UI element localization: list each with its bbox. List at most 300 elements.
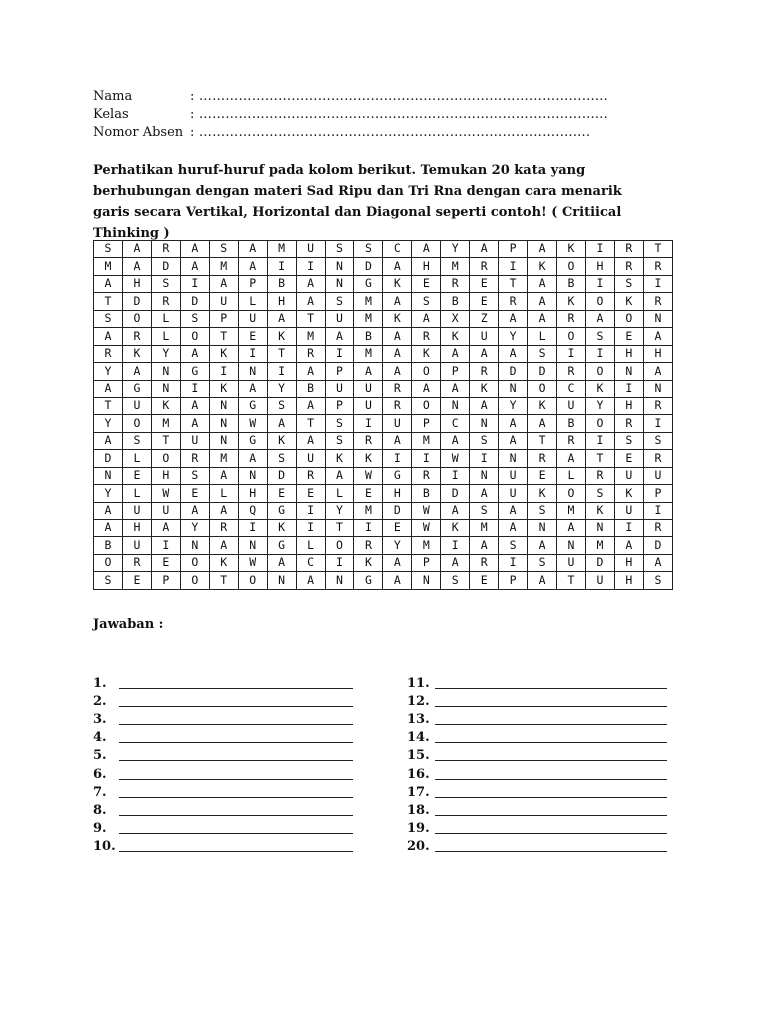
grid-cell[interactable]: D xyxy=(499,363,528,380)
grid-cell[interactable]: A xyxy=(94,502,123,519)
grid-cell[interactable]: P xyxy=(499,572,528,590)
grid-cell[interactable]: K xyxy=(614,293,643,310)
grid-cell[interactable]: A xyxy=(94,275,123,292)
grid-cell[interactable]: A xyxy=(499,345,528,362)
grid-cell[interactable]: A xyxy=(296,432,325,449)
grid-cell[interactable]: R xyxy=(499,293,528,310)
grid-cell[interactable]: U xyxy=(122,502,151,519)
grid-cell[interactable]: M xyxy=(209,258,238,275)
grid-cell[interactable]: S xyxy=(528,554,557,571)
grid-cell[interactable]: R xyxy=(470,363,499,380)
grid-cell[interactable]: A xyxy=(528,572,557,590)
grid-cell[interactable]: H xyxy=(122,520,151,537)
grid-cell[interactable]: A xyxy=(470,485,499,502)
grid-cell[interactable]: P xyxy=(325,397,354,414)
grid-cell[interactable]: I xyxy=(643,415,672,432)
grid-cell[interactable]: Y xyxy=(441,241,470,258)
grid-cell[interactable]: E xyxy=(151,554,180,571)
grid-cell[interactable]: A xyxy=(383,572,412,590)
grid-cell[interactable]: U xyxy=(643,467,672,484)
grid-cell[interactable]: A xyxy=(238,258,267,275)
grid-cell[interactable]: U xyxy=(325,310,354,327)
grid-cell[interactable]: G xyxy=(267,537,296,554)
grid-cell[interactable]: K xyxy=(267,432,296,449)
grid-cell[interactable]: A xyxy=(209,275,238,292)
grid-cell[interactable]: R xyxy=(383,380,412,397)
grid-cell[interactable]: G xyxy=(238,397,267,414)
grid-cell[interactable]: Z xyxy=(470,310,499,327)
grid-cell[interactable]: O xyxy=(412,363,441,380)
grid-cell[interactable]: E xyxy=(267,485,296,502)
grid-cell[interactable]: K xyxy=(354,450,383,467)
grid-cell[interactable]: A xyxy=(557,450,586,467)
grid-cell[interactable]: S xyxy=(122,432,151,449)
grid-cell[interactable]: A xyxy=(441,554,470,571)
grid-cell[interactable]: E xyxy=(354,485,383,502)
grid-cell[interactable]: R xyxy=(151,241,180,258)
grid-cell[interactable]: S xyxy=(267,450,296,467)
grid-cell[interactable]: L xyxy=(238,293,267,310)
grid-cell[interactable]: A xyxy=(441,432,470,449)
grid-cell[interactable]: O xyxy=(238,572,267,590)
grid-cell[interactable]: N xyxy=(528,520,557,537)
grid-cell[interactable]: P xyxy=(412,415,441,432)
grid-cell[interactable]: E xyxy=(470,572,499,590)
grid-cell[interactable]: K xyxy=(412,345,441,362)
grid-cell[interactable]: Y xyxy=(267,380,296,397)
answer-blank-line[interactable] xyxy=(119,676,353,689)
grid-cell[interactable]: S xyxy=(94,572,123,590)
grid-cell[interactable]: D xyxy=(94,450,123,467)
grid-cell[interactable]: U xyxy=(499,485,528,502)
grid-cell[interactable]: T xyxy=(296,310,325,327)
grid-cell[interactable]: I xyxy=(499,258,528,275)
grid-cell[interactable]: T xyxy=(94,293,123,310)
grid-cell[interactable]: I xyxy=(643,502,672,519)
grid-cell[interactable]: A xyxy=(499,520,528,537)
grid-cell[interactable]: D xyxy=(441,485,470,502)
grid-cell[interactable]: S xyxy=(180,310,209,327)
grid-cell[interactable]: K xyxy=(151,397,180,414)
grid-cell[interactable]: N xyxy=(470,467,499,484)
grid-cell[interactable]: A xyxy=(94,328,123,345)
grid-cell[interactable]: R xyxy=(557,310,586,327)
answer-blank-line[interactable] xyxy=(435,803,667,816)
grid-cell[interactable]: I xyxy=(180,380,209,397)
grid-cell[interactable]: S xyxy=(614,275,643,292)
grid-cell[interactable]: A xyxy=(441,502,470,519)
grid-cell[interactable]: K xyxy=(267,520,296,537)
grid-cell[interactable]: O xyxy=(557,328,586,345)
grid-cell[interactable]: A xyxy=(528,537,557,554)
grid-cell[interactable]: W xyxy=(441,450,470,467)
grid-cell[interactable]: C xyxy=(383,241,412,258)
grid-cell[interactable]: E xyxy=(614,450,643,467)
grid-cell[interactable]: R xyxy=(354,537,383,554)
grid-cell[interactable]: A xyxy=(470,397,499,414)
grid-cell[interactable]: O xyxy=(180,572,209,590)
answer-blank-line[interactable] xyxy=(119,785,353,798)
grid-cell[interactable]: S xyxy=(470,432,499,449)
grid-cell[interactable]: S xyxy=(325,293,354,310)
grid-cell[interactable]: U xyxy=(122,397,151,414)
grid-cell[interactable]: N xyxy=(209,397,238,414)
grid-cell[interactable]: N xyxy=(412,572,441,590)
grid-cell[interactable]: T xyxy=(296,415,325,432)
grid-cell[interactable]: U xyxy=(180,432,209,449)
grid-cell[interactable]: U xyxy=(383,415,412,432)
grid-cell[interactable]: K xyxy=(585,380,614,397)
grid-cell[interactable]: I xyxy=(499,554,528,571)
grid-cell[interactable]: E xyxy=(470,293,499,310)
grid-cell[interactable]: M xyxy=(94,258,123,275)
grid-cell[interactable]: A xyxy=(296,293,325,310)
grid-cell[interactable]: R xyxy=(296,345,325,362)
grid-cell[interactable]: T xyxy=(499,275,528,292)
grid-cell[interactable]: L xyxy=(151,310,180,327)
grid-cell[interactable]: A xyxy=(296,397,325,414)
grid-cell[interactable]: T xyxy=(585,450,614,467)
grid-cell[interactable]: R xyxy=(643,397,672,414)
grid-cell[interactable]: U xyxy=(151,502,180,519)
grid-cell[interactable]: D xyxy=(585,554,614,571)
grid-cell[interactable]: D xyxy=(354,258,383,275)
grid-cell[interactable]: S xyxy=(470,502,499,519)
grid-cell[interactable]: I xyxy=(354,415,383,432)
grid-cell[interactable]: U xyxy=(296,241,325,258)
grid-cell[interactable]: I xyxy=(296,520,325,537)
grid-cell[interactable]: I xyxy=(325,554,354,571)
grid-cell[interactable]: H xyxy=(151,467,180,484)
grid-cell[interactable]: T xyxy=(94,397,123,414)
grid-cell[interactable]: L xyxy=(325,485,354,502)
grid-cell[interactable]: N xyxy=(557,537,586,554)
grid-cell[interactable]: H xyxy=(238,485,267,502)
grid-cell[interactable]: O xyxy=(557,485,586,502)
grid-cell[interactable]: A xyxy=(528,275,557,292)
grid-cell[interactable]: A xyxy=(296,363,325,380)
grid-cell[interactable]: H xyxy=(614,554,643,571)
grid-cell[interactable]: I xyxy=(557,345,586,362)
grid-cell[interactable]: H xyxy=(383,485,412,502)
grid-cell[interactable]: I xyxy=(383,450,412,467)
grid-cell[interactable]: S xyxy=(354,241,383,258)
grid-cell[interactable]: N xyxy=(209,432,238,449)
grid-cell[interactable]: O xyxy=(122,415,151,432)
grid-cell[interactable]: I xyxy=(643,275,672,292)
grid-cell[interactable]: S xyxy=(180,467,209,484)
grid-cell[interactable]: A xyxy=(180,415,209,432)
grid-cell[interactable]: L xyxy=(122,450,151,467)
grid-cell[interactable]: K xyxy=(383,275,412,292)
grid-cell[interactable]: A xyxy=(528,310,557,327)
grid-cell[interactable]: R xyxy=(383,397,412,414)
grid-cell[interactable]: S xyxy=(441,572,470,590)
grid-cell[interactable]: R xyxy=(643,520,672,537)
grid-cell[interactable]: P xyxy=(238,275,267,292)
grid-cell[interactable]: U xyxy=(122,537,151,554)
grid-cell[interactable]: U xyxy=(325,380,354,397)
grid-cell[interactable]: K xyxy=(383,310,412,327)
grid-cell[interactable]: B xyxy=(354,328,383,345)
grid-cell[interactable]: A xyxy=(122,258,151,275)
grid-cell[interactable]: O xyxy=(412,397,441,414)
grid-cell[interactable]: A xyxy=(325,467,354,484)
grid-cell[interactable]: A xyxy=(209,467,238,484)
grid-cell[interactable]: M xyxy=(209,450,238,467)
grid-cell[interactable]: A xyxy=(528,415,557,432)
grid-cell[interactable]: A xyxy=(499,415,528,432)
grid-cell[interactable]: R xyxy=(94,345,123,362)
grid-cell[interactable]: M xyxy=(354,502,383,519)
grid-cell[interactable]: N xyxy=(441,397,470,414)
grid-cell[interactable]: B xyxy=(557,275,586,292)
grid-cell[interactable]: T xyxy=(643,241,672,258)
grid-cell[interactable]: I xyxy=(209,363,238,380)
absence-number-field[interactable] xyxy=(93,124,608,142)
grid-cell[interactable]: N xyxy=(614,363,643,380)
grid-cell[interactable]: A xyxy=(441,345,470,362)
grid-cell[interactable]: R xyxy=(122,328,151,345)
grid-cell[interactable]: N xyxy=(325,572,354,590)
grid-cell[interactable]: L xyxy=(151,328,180,345)
grid-cell[interactable]: O xyxy=(122,310,151,327)
grid-cell[interactable]: E xyxy=(383,520,412,537)
grid-cell[interactable]: S xyxy=(412,293,441,310)
class-dots[interactable]: : ………………………………………………………………………………... xyxy=(190,107,608,122)
grid-cell[interactable]: K xyxy=(209,554,238,571)
grid-cell[interactable]: R xyxy=(557,432,586,449)
grid-cell[interactable]: T xyxy=(151,432,180,449)
grid-cell[interactable]: M xyxy=(441,258,470,275)
grid-cell[interactable]: T xyxy=(557,572,586,590)
grid-cell[interactable]: A xyxy=(499,310,528,327)
grid-cell[interactable]: W xyxy=(412,520,441,537)
grid-cell[interactable]: K xyxy=(441,520,470,537)
grid-cell[interactable]: H xyxy=(614,345,643,362)
grid-cell[interactable]: I xyxy=(441,537,470,554)
grid-cell[interactable]: N xyxy=(470,415,499,432)
grid-cell[interactable]: K xyxy=(441,328,470,345)
grid-cell[interactable]: N xyxy=(94,467,123,484)
class-field[interactable] xyxy=(93,106,608,124)
grid-cell[interactable]: A xyxy=(470,241,499,258)
grid-cell[interactable]: I xyxy=(412,450,441,467)
grid-cell[interactable]: A xyxy=(94,380,123,397)
grid-cell[interactable]: R xyxy=(354,432,383,449)
grid-cell[interactable]: K xyxy=(470,380,499,397)
grid-cell[interactable]: E xyxy=(238,328,267,345)
grid-cell[interactable]: R xyxy=(528,450,557,467)
grid-cell[interactable]: N xyxy=(325,258,354,275)
grid-cell[interactable]: G xyxy=(383,467,412,484)
grid-cell[interactable]: M xyxy=(296,328,325,345)
grid-cell[interactable]: U xyxy=(209,293,238,310)
grid-cell[interactable]: T xyxy=(267,345,296,362)
grid-cell[interactable]: R xyxy=(614,258,643,275)
grid-cell[interactable]: R xyxy=(209,520,238,537)
grid-cell[interactable]: A xyxy=(499,432,528,449)
grid-cell[interactable]: A xyxy=(354,363,383,380)
grid-cell[interactable]: R xyxy=(614,415,643,432)
grid-cell[interactable]: R xyxy=(470,554,499,571)
grid-cell[interactable]: A xyxy=(267,554,296,571)
grid-cell[interactable]: A xyxy=(383,258,412,275)
grid-cell[interactable]: A xyxy=(412,241,441,258)
grid-cell[interactable]: H xyxy=(614,397,643,414)
answer-blank-line[interactable] xyxy=(119,694,353,707)
grid-cell[interactable]: G xyxy=(122,380,151,397)
grid-cell[interactable]: Y xyxy=(94,415,123,432)
grid-cell[interactable]: R xyxy=(412,467,441,484)
grid-cell[interactable]: A xyxy=(122,363,151,380)
grid-cell[interactable]: R xyxy=(614,241,643,258)
grid-cell[interactable]: D xyxy=(151,258,180,275)
grid-cell[interactable]: I xyxy=(267,258,296,275)
grid-cell[interactable]: T xyxy=(528,432,557,449)
grid-cell[interactable]: S xyxy=(585,328,614,345)
grid-cell[interactable]: A xyxy=(643,363,672,380)
grid-cell[interactable]: C xyxy=(557,380,586,397)
grid-cell[interactable]: I xyxy=(354,520,383,537)
grid-cell[interactable]: B xyxy=(296,380,325,397)
grid-cell[interactable]: K xyxy=(528,485,557,502)
grid-cell[interactable]: Y xyxy=(383,537,412,554)
grid-cell[interactable]: A xyxy=(180,345,209,362)
grid-cell[interactable]: G xyxy=(180,363,209,380)
grid-cell[interactable]: O xyxy=(585,363,614,380)
answer-blank-line[interactable] xyxy=(435,694,667,707)
grid-cell[interactable]: A xyxy=(643,554,672,571)
grid-cell[interactable]: R xyxy=(441,275,470,292)
grid-cell[interactable]: I xyxy=(470,450,499,467)
grid-cell[interactable]: A xyxy=(557,520,586,537)
grid-cell[interactable]: M xyxy=(267,241,296,258)
grid-cell[interactable]: S xyxy=(499,537,528,554)
grid-cell[interactable]: A xyxy=(238,380,267,397)
grid-cell[interactable]: G xyxy=(238,432,267,449)
grid-cell[interactable]: K xyxy=(209,380,238,397)
grid-cell[interactable]: I xyxy=(296,258,325,275)
grid-cell[interactable]: W xyxy=(238,415,267,432)
grid-cell[interactable]: A xyxy=(151,520,180,537)
grid-cell[interactable]: I xyxy=(585,275,614,292)
grid-cell[interactable]: U xyxy=(354,380,383,397)
grid-cell[interactable]: S xyxy=(325,432,354,449)
grid-cell[interactable]: N xyxy=(238,467,267,484)
grid-cell[interactable]: O xyxy=(94,554,123,571)
grid-cell[interactable]: I xyxy=(151,537,180,554)
answer-blank-line[interactable] xyxy=(435,676,667,689)
grid-cell[interactable]: K xyxy=(122,345,151,362)
grid-cell[interactable]: Y xyxy=(94,485,123,502)
answer-blank-line[interactable] xyxy=(435,821,667,834)
grid-cell[interactable]: U xyxy=(238,310,267,327)
grid-cell[interactable]: E xyxy=(412,275,441,292)
grid-cell[interactable]: S xyxy=(528,345,557,362)
grid-cell[interactable]: R xyxy=(412,328,441,345)
name-field[interactable] xyxy=(93,88,608,106)
grid-cell[interactable]: Y xyxy=(499,328,528,345)
grid-cell[interactable]: M xyxy=(585,537,614,554)
name-dots[interactable]: : ………………………………………………………………………………... xyxy=(190,89,608,104)
grid-cell[interactable]: S xyxy=(209,241,238,258)
grid-cell[interactable]: R xyxy=(643,258,672,275)
grid-cell[interactable]: I xyxy=(267,363,296,380)
grid-cell[interactable]: C xyxy=(441,415,470,432)
grid-cell[interactable]: S xyxy=(614,432,643,449)
grid-cell[interactable]: R xyxy=(470,258,499,275)
grid-cell[interactable]: M xyxy=(354,345,383,362)
grid-cell[interactable]: A xyxy=(296,572,325,590)
grid-cell[interactable]: S xyxy=(267,397,296,414)
grid-cell[interactable]: L xyxy=(557,467,586,484)
grid-cell[interactable]: O xyxy=(614,310,643,327)
grid-cell[interactable]: A xyxy=(470,537,499,554)
grid-cell[interactable]: U xyxy=(585,572,614,590)
answer-blank-line[interactable] xyxy=(435,748,667,761)
grid-cell[interactable]: E xyxy=(470,275,499,292)
grid-cell[interactable]: D xyxy=(122,293,151,310)
grid-cell[interactable]: Y xyxy=(94,363,123,380)
grid-cell[interactable]: A xyxy=(267,310,296,327)
grid-cell[interactable]: W xyxy=(151,485,180,502)
grid-cell[interactable]: E xyxy=(122,467,151,484)
grid-cell[interactable]: M xyxy=(470,520,499,537)
grid-cell[interactable]: S xyxy=(325,415,354,432)
grid-cell[interactable]: P xyxy=(209,310,238,327)
grid-cell[interactable]: R xyxy=(585,467,614,484)
grid-cell[interactable]: A xyxy=(180,241,209,258)
grid-cell[interactable]: I xyxy=(325,345,354,362)
grid-cell[interactable]: N xyxy=(151,363,180,380)
grid-cell[interactable]: U xyxy=(296,450,325,467)
grid-cell[interactable]: E xyxy=(296,485,325,502)
grid-cell[interactable]: Y xyxy=(499,397,528,414)
grid-cell[interactable]: O xyxy=(325,537,354,554)
grid-cell[interactable]: P xyxy=(325,363,354,380)
grid-cell[interactable]: O xyxy=(528,380,557,397)
grid-cell[interactable]: H xyxy=(267,293,296,310)
grid-cell[interactable]: K xyxy=(557,293,586,310)
grid-cell[interactable]: G xyxy=(354,572,383,590)
grid-cell[interactable]: D xyxy=(267,467,296,484)
grid-cell[interactable]: O xyxy=(585,293,614,310)
grid-cell[interactable]: W xyxy=(412,502,441,519)
grid-cell[interactable]: N xyxy=(238,363,267,380)
grid-cell[interactable]: T xyxy=(209,328,238,345)
grid-cell[interactable]: D xyxy=(383,502,412,519)
grid-cell[interactable]: T xyxy=(325,520,354,537)
grid-cell[interactable]: K xyxy=(614,485,643,502)
grid-cell[interactable]: B xyxy=(441,293,470,310)
grid-cell[interactable]: I xyxy=(180,275,209,292)
grid-cell[interactable]: D xyxy=(528,363,557,380)
grid-cell[interactable]: O xyxy=(180,328,209,345)
answer-blank-line[interactable] xyxy=(435,785,667,798)
grid-cell[interactable]: N xyxy=(180,537,209,554)
answer-blank-line[interactable] xyxy=(119,839,353,852)
grid-cell[interactable]: R xyxy=(643,450,672,467)
grid-cell[interactable]: D xyxy=(643,537,672,554)
grid-cell[interactable]: K xyxy=(267,328,296,345)
grid-cell[interactable]: A xyxy=(412,310,441,327)
answer-blank-line[interactable] xyxy=(119,821,353,834)
grid-cell[interactable]: A xyxy=(643,328,672,345)
grid-cell[interactable]: A xyxy=(267,415,296,432)
grid-cell[interactable]: A xyxy=(238,450,267,467)
grid-cell[interactable]: R xyxy=(557,363,586,380)
